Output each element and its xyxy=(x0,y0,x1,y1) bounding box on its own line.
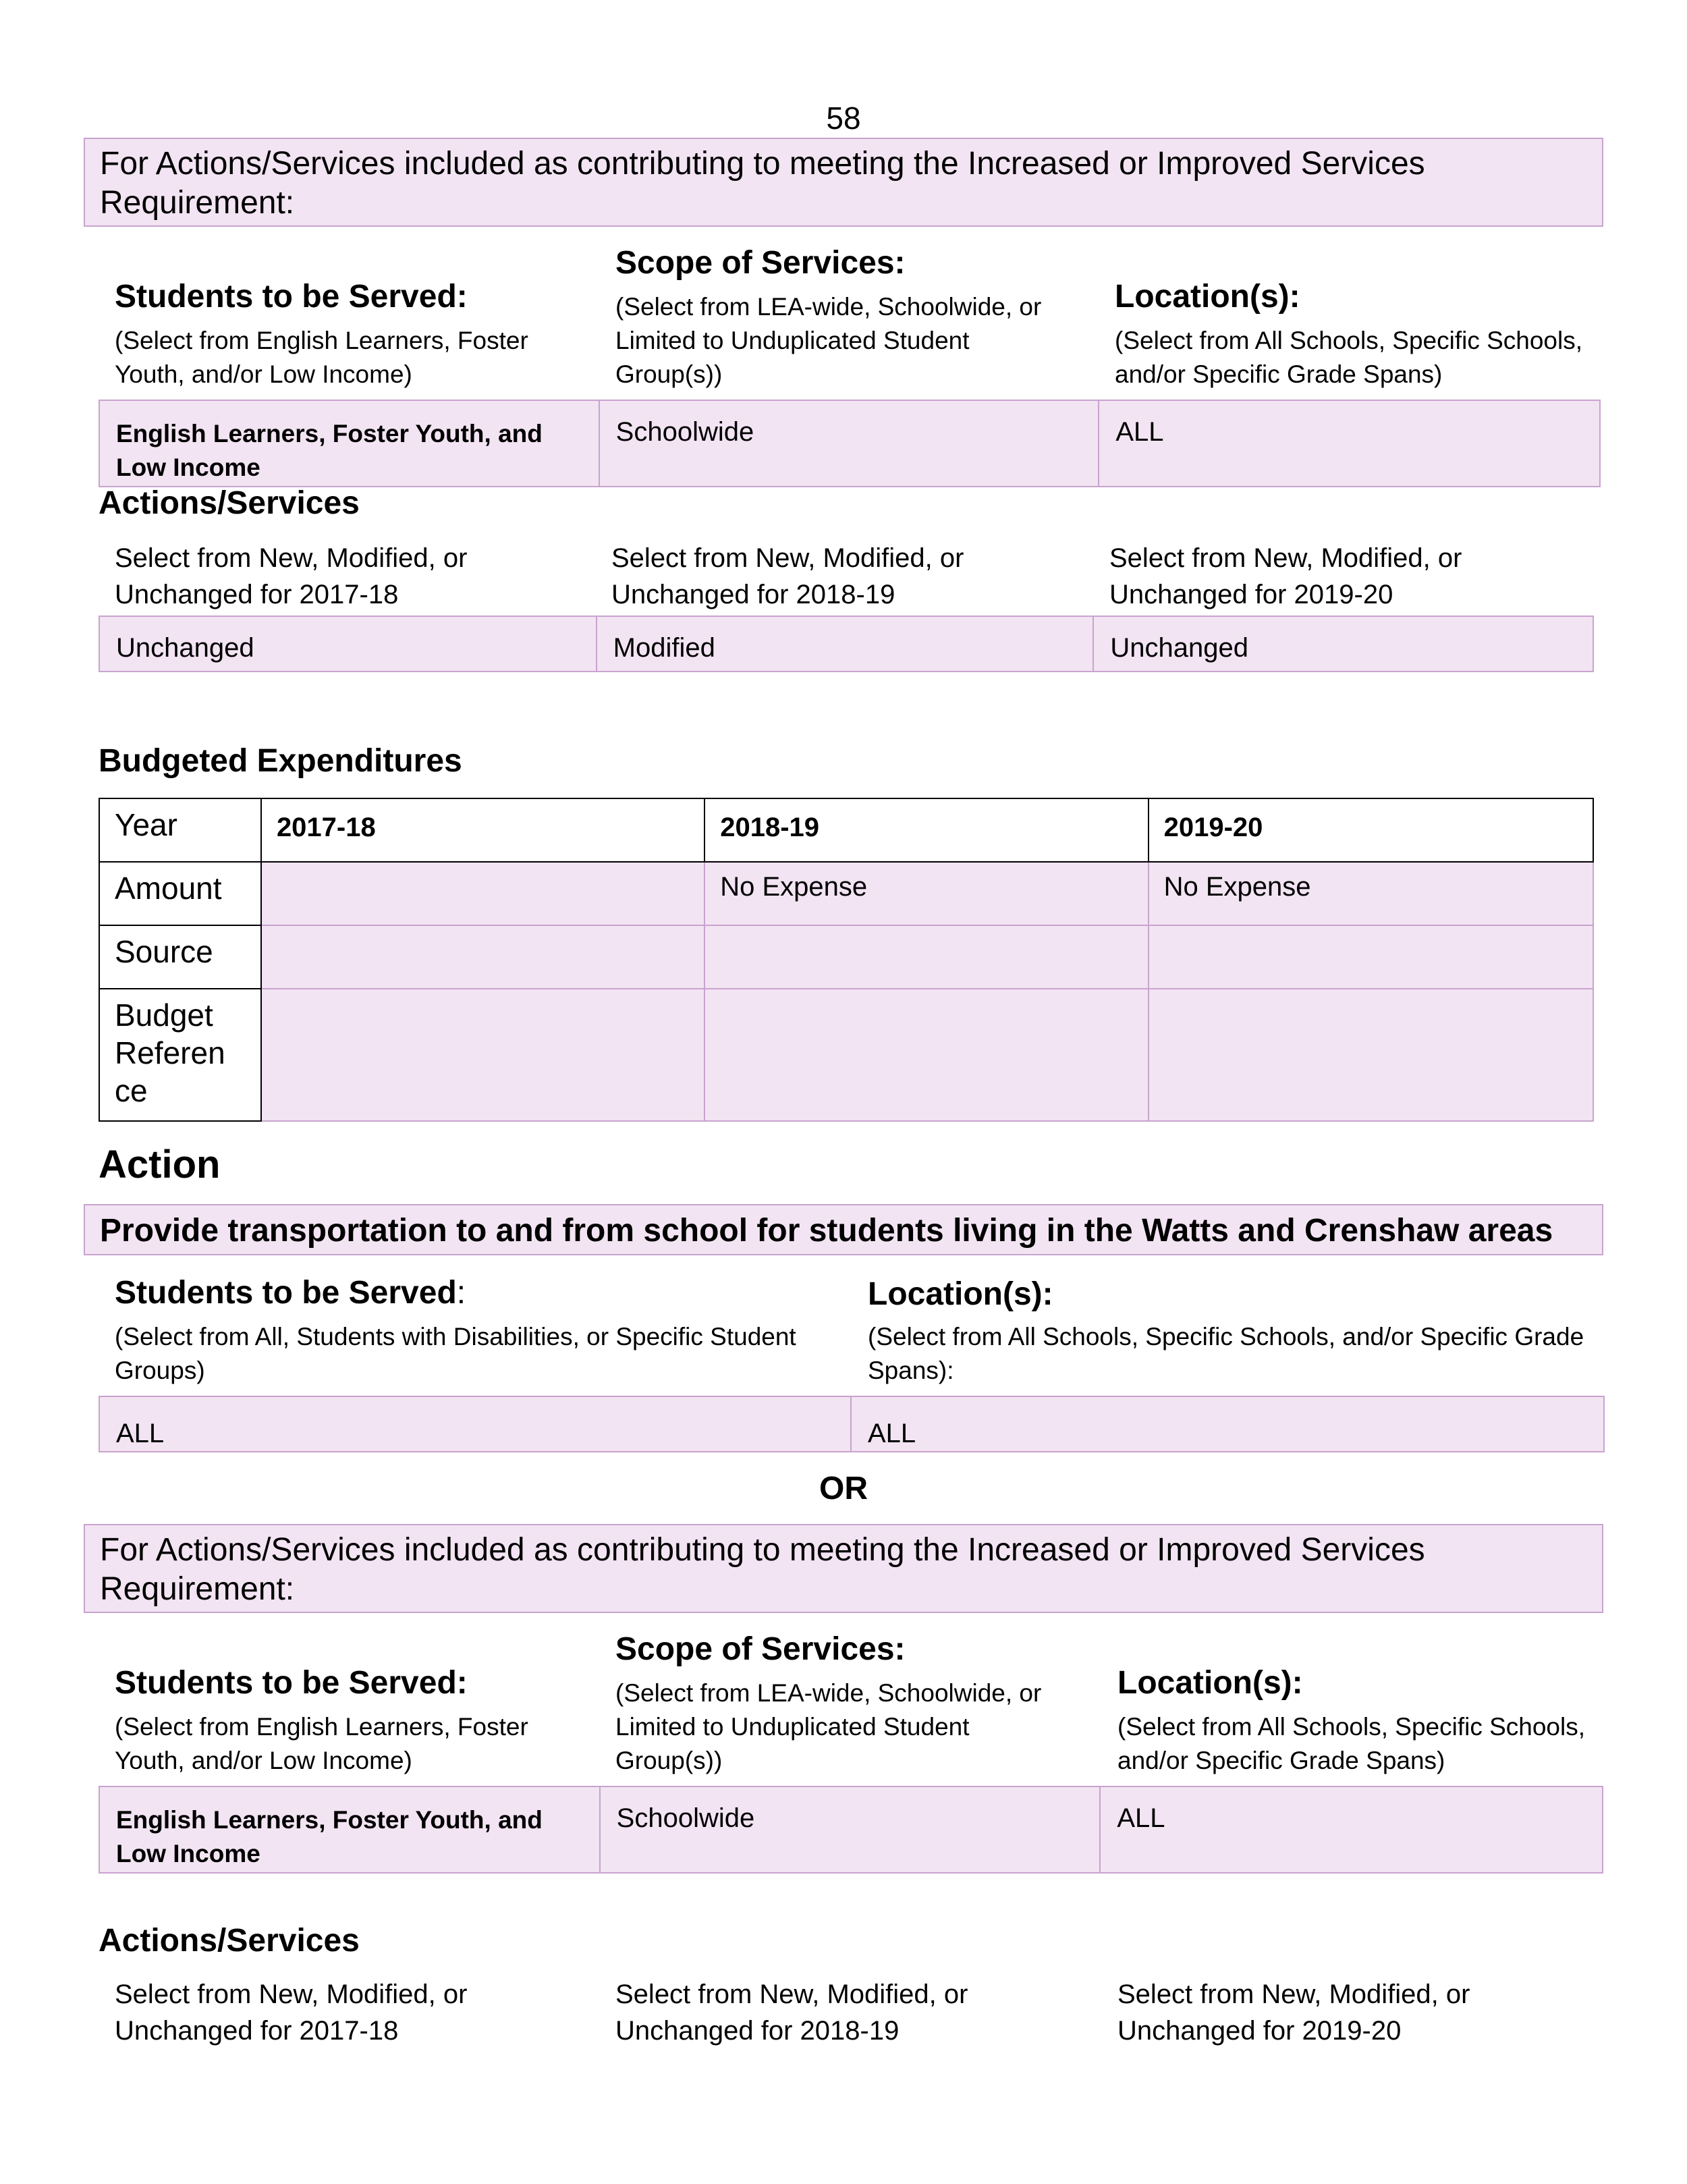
scope-instructions-2: (Select from LEA-wide, Schoolwide, or Limited to Unduplicated Student Group(s)) xyxy=(615,1679,1042,1774)
scope-value: Schoolwide xyxy=(600,401,1100,486)
action-location-heading: Location(s): xyxy=(868,1276,1053,1312)
actions-value-2019: Unchanged xyxy=(1110,633,1248,663)
year-2019: 2019-20 xyxy=(1149,798,1593,862)
scope-heading: Scope of Services: xyxy=(615,245,906,281)
year-2017: 2017-18 xyxy=(261,798,704,862)
actions-values-row xyxy=(99,616,1594,672)
actions-services-heading-2: Actions/Services xyxy=(99,1923,360,1959)
action-values-row xyxy=(99,1396,1605,1452)
action-students-instructions: (Select from All, Students with Disabilities, or Specific Student Groups) xyxy=(115,1323,796,1384)
action-location-instructions: (Select from All Schools, Specific Schools, and/or Specific Grade Spans): xyxy=(868,1323,1584,1384)
students-heading: Students to be Served: xyxy=(115,279,468,315)
contributing-values-row xyxy=(99,400,1601,487)
source-2019 xyxy=(1149,925,1593,989)
scope-heading-2: Scope of Services: xyxy=(615,1631,906,1667)
contributing-banner: For Actions/Services included as contributing to meeting the Increased or Improved Services Requirement: xyxy=(84,138,1603,227)
action-location-value: ALL xyxy=(868,1419,916,1448)
action-students-value: ALL xyxy=(100,1397,852,1451)
actions2-col-2017: Select from New, Modified, or Unchanged for 2017-18 xyxy=(115,1980,468,2046)
actions-value-2018: Modified xyxy=(597,617,1095,671)
location-heading-2: Location(s): xyxy=(1117,1665,1303,1701)
reference-2019 xyxy=(1149,989,1593,1121)
year-2018: 2018-19 xyxy=(704,798,1148,862)
amount-2017 xyxy=(261,862,704,925)
scope-value-2: Schoolwide xyxy=(601,1787,1101,1872)
actions-value-2017: Unchanged xyxy=(100,617,597,671)
location-heading: Location(s): xyxy=(1115,279,1300,315)
actions-col-2018: Select from New, Modified, or Unchanged for 2018-19 xyxy=(611,543,964,609)
budget-row-source xyxy=(99,925,1593,989)
action-students-heading xyxy=(115,1274,466,1311)
reference-2017 xyxy=(261,989,704,1121)
students-heading-2: Students to be Served: xyxy=(115,1665,468,1701)
students-instructions: (Select from English Learners, Foster Youth, and/or Low Income) xyxy=(115,327,528,388)
amount-2018: No Expense xyxy=(704,862,1148,925)
contributing-values-row-2 xyxy=(99,1786,1603,1874)
action-students-heading-colon: : xyxy=(456,1275,466,1311)
budget-heading: Budgeted Expenditures xyxy=(99,743,462,779)
scope-instructions: (Select from LEA-wide, Schoolwide, or Limited to Unduplicated Student Group(s)) xyxy=(615,293,1042,388)
source-2017 xyxy=(261,925,704,989)
students-instructions-2: (Select from English Learners, Foster Youth, and/or Low Income) xyxy=(115,1713,528,1774)
actions-services-heading: Actions/Services xyxy=(99,485,360,521)
action-title: Provide transportation to and from school for students living in the Watts and Crenshaw areas xyxy=(84,1204,1603,1255)
actions-col-2019: Select from New, Modified, or Unchanged for 2019-20 xyxy=(1109,543,1462,609)
budget-row-reference xyxy=(99,989,1593,1121)
students-value-2: English Learners, Foster Youth, and Low Income xyxy=(100,1787,601,1872)
contributing-banner-2: For Actions/Services included as contributing to meeting the Increased or Improved Services Requirement: xyxy=(84,1524,1603,1613)
budget-table xyxy=(99,798,1594,1122)
source-2018 xyxy=(704,925,1148,989)
action-heading: Action xyxy=(99,1143,221,1186)
amount-label: Amount xyxy=(99,862,261,925)
page-number: 58 xyxy=(826,101,861,136)
actions2-col-2018: Select from New, Modified, or Unchanged for 2018-19 xyxy=(615,1980,968,2046)
actions2-col-2019: Select from New, Modified, or Unchanged for 2019-20 xyxy=(1117,1980,1470,2046)
students-value: English Learners, Foster Youth, and Low Income xyxy=(100,401,600,486)
reference-2018 xyxy=(704,989,1148,1121)
actions-col-2017: Select from New, Modified, or Unchanged for 2017-18 xyxy=(115,543,468,609)
amount-2019: No Expense xyxy=(1149,862,1593,925)
or-separator: OR xyxy=(819,1471,868,1506)
action-students-heading-text: Students to be Served xyxy=(115,1275,457,1311)
budget-row-year xyxy=(99,798,1593,862)
location-instructions: (Select from All Schools, Specific Schools, and/or Specific Grade Spans) xyxy=(1115,327,1583,388)
year-label: Year xyxy=(99,798,261,862)
location-instructions-2: (Select from All Schools, Specific Schools, and/or Specific Grade Spans) xyxy=(1117,1713,1586,1774)
reference-label: Budget Referen ce xyxy=(99,989,261,1121)
location-value: ALL xyxy=(1115,417,1164,447)
budget-row-amount xyxy=(99,862,1593,925)
source-label: Source xyxy=(99,925,261,989)
location-value-2: ALL xyxy=(1117,1803,1165,1833)
